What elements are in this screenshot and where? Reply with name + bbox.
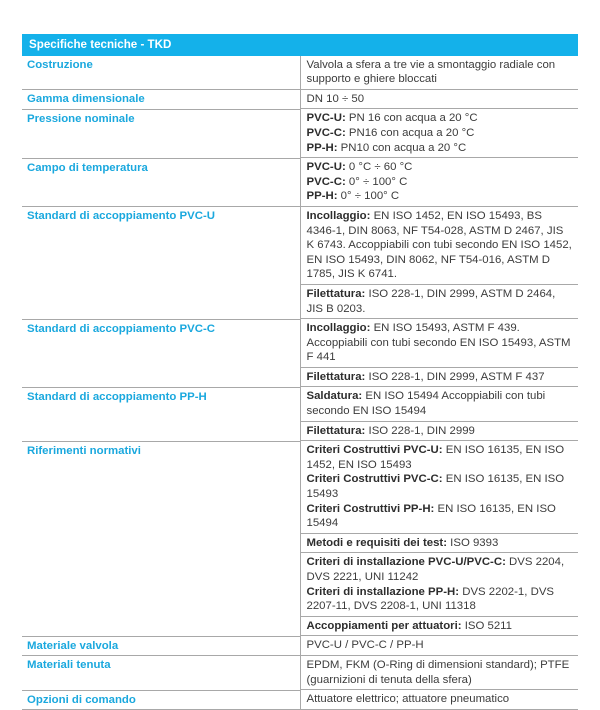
spec-value-line <box>307 126 575 141</box>
spec-label: Campo di temperatura <box>22 158 300 207</box>
spec-key: PP-H: <box>306 141 338 154</box>
spec-value-line <box>307 389 575 418</box>
spec-text: ISO 228-1, DIN 2999, ASTM F 437 <box>365 370 545 383</box>
spec-key: PVC-U: <box>306 112 346 125</box>
spec-text: Attuatore elettrico; attuatore pneumatico <box>306 693 510 706</box>
spec-value-segment <box>301 690 579 710</box>
spec-key: Criteri di installazione PP-H: <box>306 585 460 598</box>
spec-value-line <box>307 619 575 634</box>
spec-row <box>22 56 578 90</box>
spec-value <box>300 441 578 636</box>
spec-row <box>22 109 578 158</box>
spec-text: DN 10 ÷ 50 <box>306 92 365 105</box>
spec-key: Criteri Costruttivi PP-H: <box>306 502 435 515</box>
spec-value-line <box>307 502 575 531</box>
spec-key: Saldatura: <box>306 390 363 403</box>
spec-label: Standard di accoppiamento PVC-U <box>22 207 300 319</box>
spec-text: ISO 228-1, DIN 2999, ASTM D 2464, JIS B 0203. <box>306 287 556 315</box>
spec-key: PP-H: <box>306 190 338 203</box>
spec-key: Metodi e requisiti dei test: <box>306 536 448 549</box>
spec-label: Costruzione <box>22 56 300 90</box>
spec-key: PVC-C: <box>306 175 346 188</box>
spec-text: PVC-U / PVC-C / PP-H <box>306 639 424 652</box>
spec-value-line <box>307 175 575 190</box>
spec-row <box>22 207 578 319</box>
spec-row <box>22 90 578 110</box>
spec-text: ISO 5211 <box>461 619 513 632</box>
spec-row <box>22 441 578 636</box>
spec-row <box>22 319 578 387</box>
spec-table-body <box>22 34 578 710</box>
spec-value <box>300 158 578 207</box>
spec-value-line <box>307 555 575 584</box>
spec-key: Filettatura: <box>306 370 366 383</box>
spec-label: Pressione nominale <box>22 109 300 158</box>
spec-text: EN ISO 16135, EN ISO 1452, EN ISO 15493 <box>306 444 565 471</box>
spec-value-line <box>307 424 575 439</box>
spec-value <box>300 690 578 710</box>
spec-text: EN ISO 1452, EN ISO 15493, BS 4346-1, DIN 8063, NF T54-028, ASTM D 2467, JIS K 6743. Accoppiabili con tubi secondo EN ISO 1452, EN ISO 15493, DIN 8062, NF T54-016, ASTM D 1785, JIS K 6741. <box>306 209 572 281</box>
spec-key: Criteri Costruttivi PVC-U: <box>306 444 443 457</box>
spec-value-line <box>307 58 575 87</box>
spec-value-line <box>307 92 575 107</box>
spec-label: Gamma dimensionale <box>22 90 300 110</box>
spec-value-line <box>307 692 575 707</box>
spec-key: Filettatura: <box>306 424 366 437</box>
spec-value-line <box>307 370 575 385</box>
spec-value-segment <box>301 90 579 110</box>
spec-key: Incollaggio: <box>306 209 371 222</box>
spec-text: PN16 con acqua a 20 °C <box>345 126 475 139</box>
spec-value-segment <box>301 56 579 90</box>
spec-value-segment <box>301 285 579 319</box>
spec-label: Materiale valvola <box>22 636 300 656</box>
spec-value-line <box>307 189 575 204</box>
spec-row <box>22 690 578 710</box>
spec-text: PN 16 con acqua a 20 °C <box>345 112 478 125</box>
spec-text: ISO 228-1, DIN 2999 <box>365 424 475 437</box>
spec-row <box>22 656 578 690</box>
spec-value-segment <box>301 617 579 637</box>
spec-value-segment <box>301 158 579 207</box>
spec-label: Materiali tenuta <box>22 656 300 690</box>
spec-text: DVS 2202-1, DVS 2207-11, DVS 2208-1, UNI 11318 <box>306 585 555 613</box>
spec-value <box>300 56 578 90</box>
spec-value <box>300 207 578 319</box>
spec-value-line <box>307 443 575 472</box>
spec-text: 0 °C ÷ 60 °C <box>345 161 413 174</box>
spec-text: ISO 9393 <box>447 536 499 549</box>
spec-table <box>22 34 578 710</box>
table-header-row <box>22 34 578 56</box>
spec-value <box>300 636 578 656</box>
spec-row <box>22 387 578 441</box>
spec-text: DVS 2204, DVS 2221, UNI 11242 <box>306 556 565 583</box>
spec-text: EN ISO 16135, EN ISO 15494 <box>306 502 556 530</box>
spec-key: Criteri Costruttivi PVC-C: <box>306 473 443 486</box>
table-title: Specifiche tecniche - TKD <box>22 34 578 56</box>
spec-value-segment <box>301 109 579 158</box>
spec-key: PVC-C: <box>306 126 346 139</box>
spec-value-line <box>307 638 575 653</box>
spec-text: EPDM, FKM (O-Ring di dimensioni standard); PTFE (guarnizioni di tenuta della sfera) <box>306 658 570 686</box>
spec-value <box>300 319 578 387</box>
spec-value <box>300 109 578 158</box>
spec-value-line <box>307 160 575 175</box>
spec-value <box>300 90 578 110</box>
spec-value-segment <box>301 422 579 442</box>
spec-label: Standard di accoppiamento PP-H <box>22 387 300 441</box>
spec-row <box>22 636 578 656</box>
spec-key: Accoppiamenti per attuatori: <box>306 619 462 632</box>
spec-value-segment <box>301 441 579 534</box>
spec-value-segment <box>301 534 579 554</box>
spec-value-segment <box>301 368 579 388</box>
spec-label: Riferimenti normativi <box>22 441 300 636</box>
spec-value-line <box>307 585 575 614</box>
spec-value-line <box>307 111 575 126</box>
spec-text: 0° ÷ 100° C <box>337 190 400 203</box>
spec-text: Valvola a sfera a tre vie a smontaggio radiale con supporto e ghiere bloccati <box>306 58 556 86</box>
spec-value-segment <box>301 207 579 285</box>
spec-value-line <box>307 472 575 501</box>
spec-key: Incollaggio: <box>306 322 371 335</box>
spec-row <box>22 158 578 207</box>
spec-value-line <box>307 658 575 687</box>
spec-key: Filettatura: <box>306 287 366 300</box>
spec-value <box>300 387 578 441</box>
spec-value <box>300 656 578 690</box>
spec-value-line <box>307 287 575 316</box>
spec-label: Opzioni di comando <box>22 690 300 710</box>
spec-key: PVC-U: <box>306 161 346 174</box>
spec-value-line <box>307 321 575 365</box>
spec-value-segment <box>301 319 579 368</box>
spec-value-line <box>307 141 575 156</box>
spec-text: 0° ÷ 100° C <box>345 175 408 188</box>
spec-text: EN ISO 16135, EN ISO 15493 <box>306 473 565 501</box>
spec-value-line <box>307 209 575 282</box>
spec-key: Criteri di installazione PVC-U/PVC-C: <box>306 556 506 569</box>
spec-label: Standard di accoppiamento PVC-C <box>22 319 300 387</box>
spec-value-segment <box>301 387 579 421</box>
spec-value-segment <box>301 656 579 690</box>
spec-text: PN10 con acqua a 20 °C <box>337 141 467 154</box>
spec-text: EN ISO 15493, ASTM F 439. Accoppiabili con tubi secondo EN ISO 15493, ASTM F 441 <box>306 322 571 364</box>
spec-value-segment <box>301 636 579 656</box>
spec-text: EN ISO 15494 Accoppiabili con tubi secondo EN ISO 15494 <box>306 390 546 418</box>
spec-value-line <box>307 536 575 551</box>
spec-value-segment <box>301 553 579 616</box>
